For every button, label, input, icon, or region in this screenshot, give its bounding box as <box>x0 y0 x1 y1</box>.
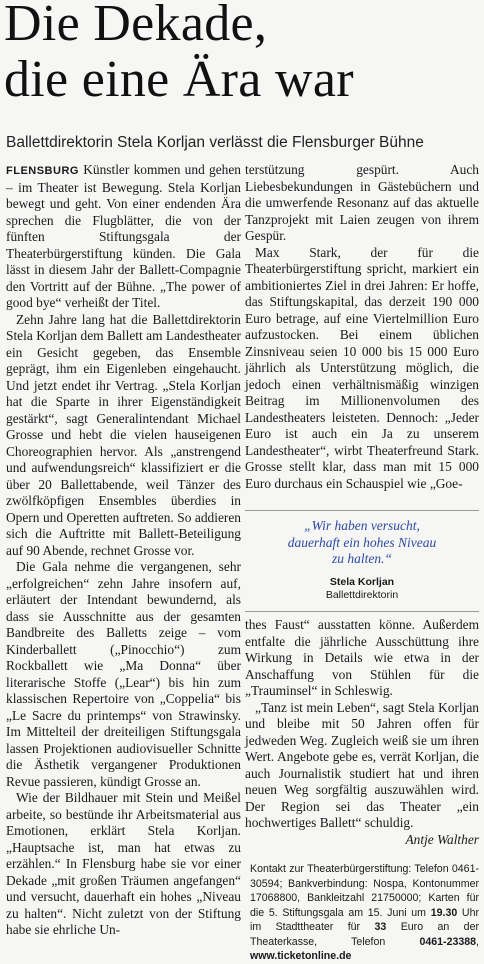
contact-text: Kontakt zur Theaterbürgerstiftung: Telefon 0461-30594; Bankverbindung: Nospa, Kontonummer 17068800, Bankleitzahl 21750000; Karten für die 5. Stiftungsgala am 15. Juni um <box>250 863 479 919</box>
quote-line: zu halten.“ <box>331 551 392 566</box>
website-link[interactable]: www.ticketonline.de <box>250 950 352 962</box>
quote-author: Stela Korljan <box>329 575 395 588</box>
quote-text <box>245 518 479 568</box>
contact-text: Euro an der Theaterkasse, Telefon <box>250 921 479 948</box>
headline <box>4 0 480 108</box>
paragraph: Zehn Jahre lang hat die Ballettdirektorin Stela Korljan dem Ballett am Landestheater ein Gesicht gegeben, das Ensemble geprägt, ihm ein Eigenleben eingehaucht. Und jetzt endet ihr Vertrag. „Stela Korljan hat die Sparte in ihrer Eigenständigkeit gestärkt“, sagt Generalintendant Michael Grosse und hebt die vielen hauseigenen Choreographien hervor. Als „anstrengend und aufwendungsreich“ klassifiziert er die über 20 Ballettabende, weil Tänzer des zwölfköpfigen Ensembles überdies in Opern und Operetten auftreten. So addieren sich die Auftritte mit Ballett-Beteiligung auf 90 Abende, rechnet Grosse vor. <box>6 311 241 558</box>
paragraph: terstützung gespürt. Auch Liebesbekundungen in Gästebüchern und die umwerfende Resonanz auf das aktuelle Tanzprojekt mit Laien zeugen von ihrem Gespür. <box>245 162 479 243</box>
dateline: FLENSBURG <box>6 165 79 177</box>
quote-author-role: Ballettdirektorin <box>325 588 399 601</box>
right-column-bottom <box>245 617 479 848</box>
phone-number: 0461-23388 <box>419 935 477 948</box>
paragraph: Max Stark, der für die Theaterbürgerstiftung spricht, markiert ein ambitioniertes Ziel in drei Jahren: Er hoffe, das Stiftungskapital, das derzeit 190 000 Euro betrage, auf eine Viertelmillion Euro aufzustocken. Bei einem üblichen Zinsniveau seien 10 000 bis 15 000 Euro jährlich als Unterstützung möglich, die jedoch einen verhältnismäßig winzigen Beitrag im Millionenvolumen des Landestheaters leisteten. Dennoch: „Jeder Euro ist auch ein Ja zu unserem Landestheater“, wirbt Theaterfreund Stark. Grosse stellt klar, dass man mit 15 000 Euro durchaus ein Schauspiel wie „Goe- <box>245 244 479 491</box>
subtitle: Ballettdirektorin Stela Korljan verlässt die Flensburger Bühne <box>6 134 424 151</box>
author-byline: Antje Walther <box>405 831 479 847</box>
paragraph: thes Faust“ ausstatten könne. Außerdem entfalte die jährliche Ausschüttung ihre Wirkung in Details wie etwa in der Anschaffung von Stühlen für die „Trauminsel“ in Schleswig. <box>245 617 479 698</box>
contact-info <box>250 862 479 964</box>
headline-line-1: Die Dekade, <box>4 0 268 52</box>
ticket-price: 33 <box>374 921 387 933</box>
paragraph: Die Gala nehme die vergangenen, sehr „erfolgreichen“ zehn Jahre insofern auf, erläutert der Intendant bewundernd, als dass sie Ausschnitte aus der gesamten Bandbreite des Balletts zeige – vom Kinderballett („Pinocchio“) zum Rockballett wie „Ma Donna“ über literarische Stoffe („Lear“) bis hin zum klassischen Repertoire von „Coppelia“ bis „Le Sacre du printemps“ von Strawinsky. Im Mittelteil der dreiteiligen Stiftungsgala lassen Projektionen audiovisueller Schnitte die Ästhetik vergangener Produktionen Revue passieren, kündigt Grosse an. <box>6 559 241 789</box>
paragraph: „Tanz ist mein Leben“, sagt Stela Korljan und bleibe mit 50 Jahren offen für jedweden Weg. Zugleich weiß sie um ihren Wert. Angebote gebe es, verrät Korljan, die auch Journalistik studiert hat und ihren neuen Weg sorgfältig auszuwählen wird. Der Region sei das Theater „ein hochwertiges Ballett“ schuldig. <box>245 699 479 830</box>
paragraph: Wie der Bildhauer mit Stein und Meißel arbeite, so bestünde ihr Arbeitsmaterial aus Emotionen, erklärt Stela Korljan. „Hauptsache ist, man hat etwas zu erzählen.“ In Flensburg habe sie vor einer Dekade „mit großen Träumen angefangen“ und versucht, dauerhaft ein hohes „Niveau zu halten“. Nicht zuletzt von der Stiftung habe sie ehrliche Un- <box>6 790 241 937</box>
right-column-top <box>245 162 479 492</box>
pull-quote <box>245 510 479 612</box>
left-column <box>6 162 241 952</box>
gala-time: 19.30 <box>430 906 458 919</box>
quote-line: dauerhaft ein hohes Niveau <box>287 534 437 550</box>
paragraph <box>6 162 241 312</box>
quote-line: „Wir haben versucht, <box>304 518 420 533</box>
paragraph-text: Künstler kommen und gehen – im Theater ist Bewegung. Stela Korljan bewegt und geht. Von einer endenden Ära sprechen die Flugblätter, die von der fünften Stiftungsgala der Theaterbürgerstiftung künden. Die Gala lässt in diesem Jahr der Ballett-Compagnie den Vortritt auf der Bühne. „The power of good bye“ verheißt der Titel. <box>6 162 241 310</box>
headline-line-2: die eine Ära war <box>4 51 354 108</box>
contact-text: , <box>476 935 479 948</box>
contact-text: Uhr im Stadttheater für <box>250 906 480 933</box>
